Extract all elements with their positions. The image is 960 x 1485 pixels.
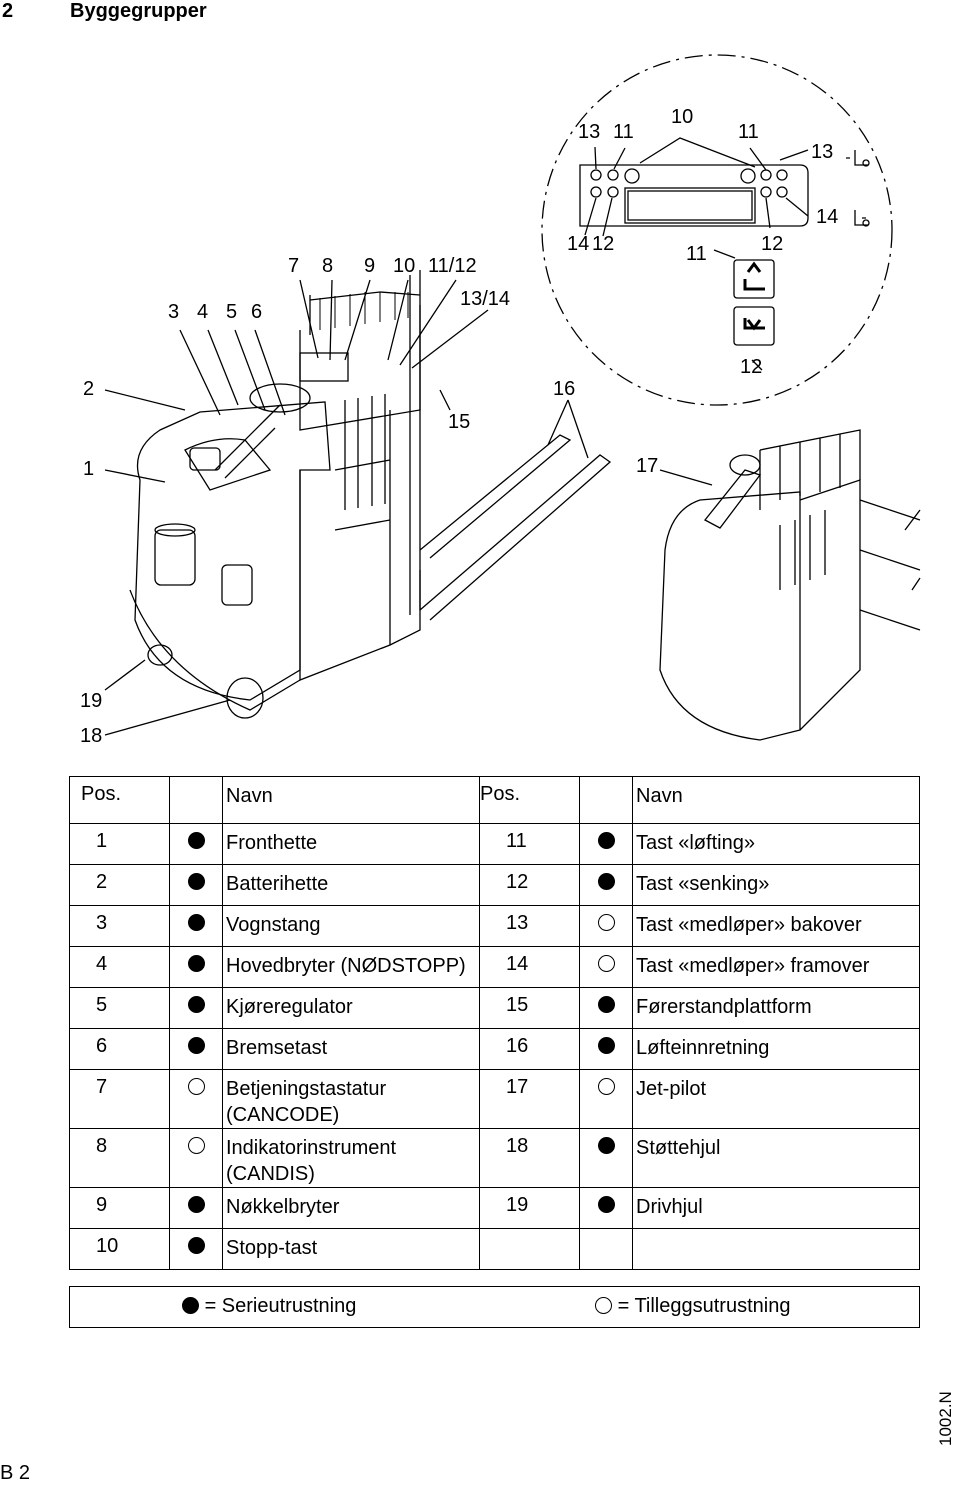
pos-cell: 5 (70, 988, 170, 1029)
table-row (70, 1029, 920, 1070)
name-cell: Tast «senking» (633, 865, 920, 906)
header-blank (170, 777, 223, 824)
filled-dot-icon (598, 832, 615, 849)
header-pos2: Pos. (480, 777, 580, 824)
legend (69, 1286, 920, 1328)
name-cell: Støttehjul (633, 1129, 920, 1188)
filled-dot-icon (188, 955, 205, 972)
detail-label-12c: 12 (740, 356, 763, 378)
name-cell: Vognstang (223, 906, 480, 947)
name-cell: Tast «medløper» framover (633, 947, 920, 988)
name-cell: Indikatorinstrument (CANDIS) (223, 1129, 480, 1188)
name-cell (633, 1229, 920, 1270)
label-10: 10 (393, 255, 416, 277)
empty-dot-icon (188, 1137, 205, 1154)
detail-label-12b: 12 (761, 233, 784, 255)
table-row (70, 1129, 920, 1188)
pos-cell: 16 (480, 1029, 580, 1070)
label-4: 4 (197, 301, 209, 323)
header-name: Navn (223, 777, 480, 824)
equipment-marker (580, 1070, 633, 1129)
label-3: 3 (168, 301, 180, 323)
parts-table (69, 776, 920, 1270)
name-cell: Løfteinnretning (633, 1029, 920, 1070)
display-window (625, 188, 755, 223)
table-row (70, 947, 920, 988)
pos-cell: 11 (480, 824, 580, 865)
pos-cell (480, 1229, 580, 1270)
jetpilot-truck (660, 430, 920, 740)
equipment-marker (170, 1229, 223, 1270)
pos-cell: 18 (480, 1129, 580, 1188)
pos-cell: 10 (70, 1229, 170, 1270)
pos-cell: 3 (70, 906, 170, 947)
equipment-marker (170, 1029, 223, 1070)
empty-dot-icon (598, 1078, 615, 1095)
equipment-marker (170, 947, 223, 988)
truck-illustration (0, 30, 960, 770)
pos-cell: 9 (70, 1188, 170, 1229)
table-row (70, 824, 920, 865)
name-cell: Førerstandplattform (633, 988, 920, 1029)
detail-label-12a: 12 (592, 233, 615, 255)
pos-cell: 17 (480, 1070, 580, 1129)
empty-dot-icon (598, 914, 615, 931)
empty-dot-icon (595, 1297, 612, 1314)
legend-optional: = Tilleggsutrustning (617, 1295, 791, 1317)
name-cell: Hovedbryter (NØDSTOPP) (223, 947, 480, 988)
pos-cell: 19 (480, 1188, 580, 1229)
equipment-marker (580, 988, 633, 1029)
header-pos: Pos. (70, 777, 170, 824)
pos-cell: 12 (480, 865, 580, 906)
name-cell: Kjøreregulator (223, 988, 480, 1029)
doc-code: 1002.N (936, 1391, 955, 1446)
equipment-marker (170, 1129, 223, 1188)
empty-dot-icon (188, 1078, 205, 1095)
label-2: 2 (83, 378, 95, 400)
table-row (70, 1070, 920, 1129)
label-7: 7 (288, 255, 300, 277)
label-16: 16 (553, 378, 576, 400)
filled-dot-icon (182, 1297, 199, 1314)
detail-label-13b: 13 (811, 141, 834, 163)
detail-label-13a: 13 (578, 121, 601, 143)
detail-label-14b: 14 (567, 233, 590, 255)
detail-label-10: 10 (671, 106, 694, 128)
equipment-marker (580, 947, 633, 988)
name-cell: Tast «løfting» (633, 824, 920, 865)
equipment-marker (580, 1129, 633, 1188)
pos-cell: 13 (480, 906, 580, 947)
detail-label-11b: 11 (738, 121, 759, 143)
equipment-marker (580, 1029, 633, 1070)
label-9: 9 (364, 255, 376, 277)
equipment-marker (170, 1070, 223, 1129)
table-row (70, 865, 920, 906)
equipment-marker (580, 865, 633, 906)
detail-circle (542, 55, 892, 405)
control-panel (580, 165, 808, 226)
name-cell: Bremsetast (223, 1029, 480, 1070)
filled-dot-icon (188, 1237, 205, 1254)
label-17: 17 (636, 455, 659, 477)
label-8: 8 (322, 255, 334, 277)
filled-dot-icon (598, 996, 615, 1013)
table-row (70, 1229, 920, 1270)
pos-cell: 6 (70, 1029, 170, 1070)
pos-cell: 7 (70, 1070, 170, 1129)
detail-label-11c: 11 (686, 243, 707, 265)
header-name2: Navn (633, 777, 920, 824)
pos-cell: 1 (70, 824, 170, 865)
equipment-marker (170, 906, 223, 947)
table-row (70, 906, 920, 947)
walkalong-icon (846, 150, 869, 166)
equipment-marker (580, 1229, 633, 1270)
panel-buttons (591, 169, 787, 197)
equipment-marker (170, 988, 223, 1029)
label-6: 6 (251, 301, 263, 323)
chapter-title: Byggegrupper (70, 0, 207, 22)
label-11-12: 11/12 (428, 255, 477, 277)
equipment-marker (170, 824, 223, 865)
walkalong-forward-icon (855, 210, 869, 226)
name-cell: Tast «medløper» bakover (633, 906, 920, 947)
detail-label-11a: 11 (613, 121, 634, 143)
filled-dot-icon (188, 873, 205, 890)
equipment-marker (580, 1188, 633, 1229)
pos-cell: 14 (480, 947, 580, 988)
equipment-marker (170, 1188, 223, 1229)
filled-dot-icon (188, 996, 205, 1013)
label-15: 15 (448, 411, 471, 433)
label-5: 5 (226, 301, 238, 323)
equipment-marker (580, 824, 633, 865)
name-cell: Stopp-tast (223, 1229, 480, 1270)
name-cell: Nøkkelbryter (223, 1188, 480, 1229)
header-blank2 (580, 777, 633, 824)
equipment-marker (580, 906, 633, 947)
filled-dot-icon (188, 1037, 205, 1054)
filled-dot-icon (598, 873, 615, 890)
name-cell: Drivhjul (633, 1188, 920, 1229)
table-header-row (70, 777, 920, 824)
filled-dot-icon (598, 1137, 615, 1154)
table-row (70, 1188, 920, 1229)
equipment-marker (170, 865, 223, 906)
name-cell: Fronthette (223, 824, 480, 865)
page-number: B 2 (0, 1462, 31, 1484)
pos-cell: 2 (70, 865, 170, 906)
name-cell: Betjeningstastatur (CANCODE) (223, 1070, 480, 1129)
detail-label-14a: 14 (816, 206, 839, 228)
name-cell: Jet-pilot (633, 1070, 920, 1129)
label-13-14: 13/14 (460, 288, 511, 310)
label-1: 1 (83, 458, 95, 480)
label-18: 18 (80, 725, 103, 747)
pos-cell: 8 (70, 1129, 170, 1188)
filled-dot-icon (598, 1037, 615, 1054)
chapter-number: 2 (2, 0, 14, 22)
filled-dot-icon (188, 1196, 205, 1213)
filled-dot-icon (188, 914, 205, 931)
empty-dot-icon (598, 955, 615, 972)
pos-cell: 15 (480, 988, 580, 1029)
filled-dot-icon (188, 832, 205, 849)
table-row (70, 988, 920, 1029)
filled-dot-icon (598, 1196, 615, 1213)
label-19: 19 (80, 690, 103, 712)
legend-standard: = Serieutrustning (204, 1295, 357, 1317)
name-cell: Batterihette (223, 865, 480, 906)
main-truck (130, 270, 610, 718)
pos-cell: 4 (70, 947, 170, 988)
